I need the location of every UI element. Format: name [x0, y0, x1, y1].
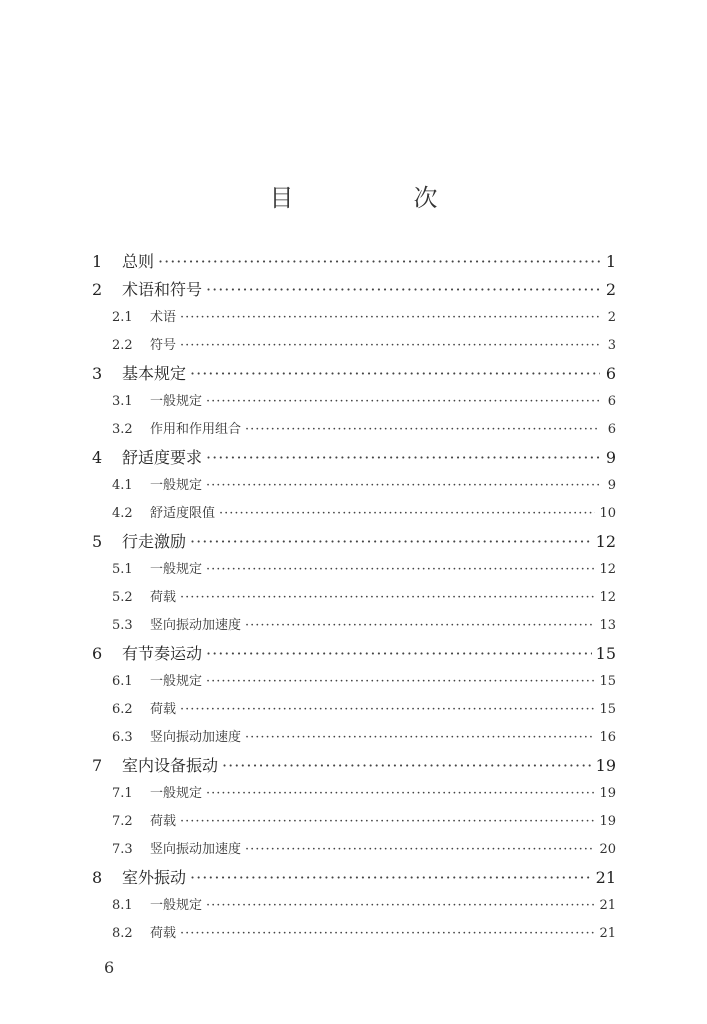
toc-entry-number: 8.1 [112, 898, 133, 913]
toc-section-entry[interactable] [92, 388, 616, 416]
toc-dot-leader [206, 444, 600, 472]
toc-section-entry[interactable] [92, 892, 616, 920]
toc-entry-label: 舒适度限值 [150, 506, 216, 521]
toc-entry-label: 一般规定 [150, 674, 203, 689]
toc-entry-number: 6.1 [112, 674, 133, 689]
toc-dot-leader [206, 556, 595, 584]
toc-dot-leader [180, 584, 595, 612]
toc-dot-leader [190, 864, 592, 892]
toc-dot-leader [245, 612, 595, 640]
toc-section-entry[interactable] [92, 724, 616, 752]
toc-dot-leader [219, 500, 595, 528]
toc-dot-leader [206, 640, 592, 668]
toc-entry-label: 荷载 [150, 702, 177, 717]
toc-entry-label: 有节奏运动 [122, 644, 203, 663]
toc-entry-page: 2 [607, 310, 616, 325]
toc-entry-page: 6 [607, 394, 616, 409]
toc-section-entry[interactable] [92, 500, 616, 528]
toc-entry-page: 13 [599, 618, 616, 633]
toc-entry-number: 7.3 [112, 842, 133, 857]
toc-entry-page: 12 [595, 532, 616, 551]
toc-section-entry[interactable] [92, 472, 616, 500]
toc-dot-leader [206, 276, 600, 304]
toc-entry-number: 6.3 [112, 730, 133, 745]
toc-entry-label: 一般规定 [150, 898, 203, 913]
toc-entry-number: 4 [92, 448, 103, 467]
toc-entry-page: 15 [599, 702, 616, 717]
toc-dot-leader [180, 920, 595, 948]
toc-dot-leader [158, 248, 600, 276]
toc-section-entry[interactable] [92, 416, 616, 444]
toc-chapter-entry[interactable] [92, 248, 616, 276]
page-title: 目 次 [269, 184, 486, 212]
toc-entry-page: 19 [595, 756, 616, 775]
toc-section-entry[interactable] [92, 836, 616, 864]
toc-entry-number: 2 [92, 280, 103, 299]
toc-entry-number: 2.1 [112, 310, 133, 325]
toc-section-entry[interactable] [92, 584, 616, 612]
toc-chapter-entry[interactable] [92, 752, 616, 780]
toc-dot-leader [206, 780, 595, 808]
toc-entry-number: 4.2 [112, 506, 133, 521]
toc-entry-number: 7.1 [112, 786, 133, 801]
toc-entry-page: 15 [599, 674, 616, 689]
toc-entry-label: 作用和作用组合 [150, 422, 242, 437]
toc-entry-label: 一般规定 [150, 786, 203, 801]
toc-entry-label: 术语 [150, 310, 177, 325]
toc-entry-number: 5.3 [112, 618, 133, 633]
toc-section-entry[interactable] [92, 556, 616, 584]
toc-entry-label: 室外振动 [122, 868, 187, 887]
toc-chapter-entry[interactable] [92, 276, 616, 304]
toc-section-entry[interactable] [92, 780, 616, 808]
toc-entry-page: 3 [607, 338, 616, 353]
toc-entry-page: 15 [595, 644, 616, 663]
toc-entry-label: 基本规定 [122, 364, 187, 383]
toc-entry-page: 21 [599, 898, 616, 913]
toc-entry-label: 一般规定 [150, 478, 203, 493]
toc-dot-leader [245, 416, 600, 444]
toc-entry-label: 总则 [122, 252, 155, 271]
toc-dot-leader [180, 332, 600, 360]
toc-entry-label: 一般规定 [150, 394, 203, 409]
toc-entry-page: 6 [605, 364, 616, 383]
toc-entry-page: 21 [599, 926, 616, 941]
toc-chapter-entry[interactable] [92, 360, 616, 388]
toc-dot-leader [206, 388, 600, 416]
toc-section-entry[interactable] [92, 332, 616, 360]
toc-dot-leader [245, 836, 595, 864]
toc-entry-number: 3.2 [112, 422, 133, 437]
toc-dot-leader [180, 696, 595, 724]
toc-entry-page: 21 [595, 868, 616, 887]
toc-entry-page: 12 [599, 562, 616, 577]
toc-section-entry[interactable] [92, 920, 616, 948]
toc-chapter-entry[interactable] [92, 640, 616, 668]
toc-entry-label: 舒适度要求 [122, 448, 203, 467]
toc-entry-label: 术语和符号 [122, 280, 203, 299]
toc-entry-label: 竖向振动加速度 [150, 730, 242, 745]
toc-section-entry[interactable] [92, 612, 616, 640]
toc-entry-number: 3.1 [112, 394, 133, 409]
toc-entry-page: 19 [599, 786, 616, 801]
toc-entry-label: 室内设备振动 [122, 756, 219, 775]
toc-entry-label: 荷载 [150, 926, 177, 941]
toc-entry-number: 1 [92, 252, 103, 271]
toc-entry-page: 9 [607, 478, 616, 493]
toc-dot-leader [190, 360, 600, 388]
toc-entry-number: 3 [92, 364, 103, 383]
toc-entry-page: 12 [599, 590, 616, 605]
toc-entry-page: 1 [605, 252, 616, 271]
toc-entry-label: 一般规定 [150, 562, 203, 577]
toc-entry-page: 16 [599, 730, 616, 745]
toc-chapter-entry[interactable] [92, 528, 616, 556]
toc-section-entry[interactable] [92, 808, 616, 836]
toc-dot-leader [190, 528, 592, 556]
toc-entry-page: 2 [605, 280, 616, 299]
table-of-contents [92, 248, 616, 948]
toc-entry-label: 荷载 [150, 590, 177, 605]
toc-entry-page: 20 [599, 842, 616, 857]
toc-entry-number: 7.2 [112, 814, 133, 829]
toc-dot-leader [206, 472, 600, 500]
toc-dot-leader [180, 304, 600, 332]
toc-dot-leader [206, 892, 595, 920]
toc-dot-leader [180, 808, 595, 836]
toc-dot-leader [206, 668, 595, 696]
toc-section-entry[interactable] [92, 304, 616, 332]
toc-entry-page: 19 [599, 814, 616, 829]
toc-section-entry[interactable] [92, 696, 616, 724]
page-number: 6 [104, 958, 115, 977]
toc-dot-leader [245, 724, 595, 752]
toc-entry-number: 6 [92, 644, 103, 663]
toc-section-entry[interactable] [92, 668, 616, 696]
toc-entry-label: 荷载 [150, 814, 177, 829]
toc-chapter-entry[interactable] [92, 444, 616, 472]
toc-entry-number: 6.2 [112, 702, 133, 717]
toc-entry-page: 6 [607, 422, 616, 437]
toc-entry-number: 5.1 [112, 562, 133, 577]
toc-entry-label: 符号 [150, 338, 177, 353]
toc-entry-page: 9 [605, 448, 616, 467]
toc-entry-number: 5 [92, 532, 103, 551]
toc-entry-number: 8.2 [112, 926, 133, 941]
toc-entry-number: 2.2 [112, 338, 133, 353]
toc-entry-number: 5.2 [112, 590, 133, 605]
toc-entry-number: 7 [92, 756, 103, 775]
toc-chapter-entry[interactable] [92, 864, 616, 892]
toc-entry-label: 竖向振动加速度 [150, 842, 242, 857]
toc-entry-number: 8 [92, 868, 103, 887]
toc-entry-label: 行走激励 [122, 532, 187, 551]
toc-entry-label: 竖向振动加速度 [150, 618, 242, 633]
toc-entry-number: 4.1 [112, 478, 133, 493]
toc-entry-page: 10 [599, 506, 616, 521]
toc-dot-leader [222, 752, 592, 780]
